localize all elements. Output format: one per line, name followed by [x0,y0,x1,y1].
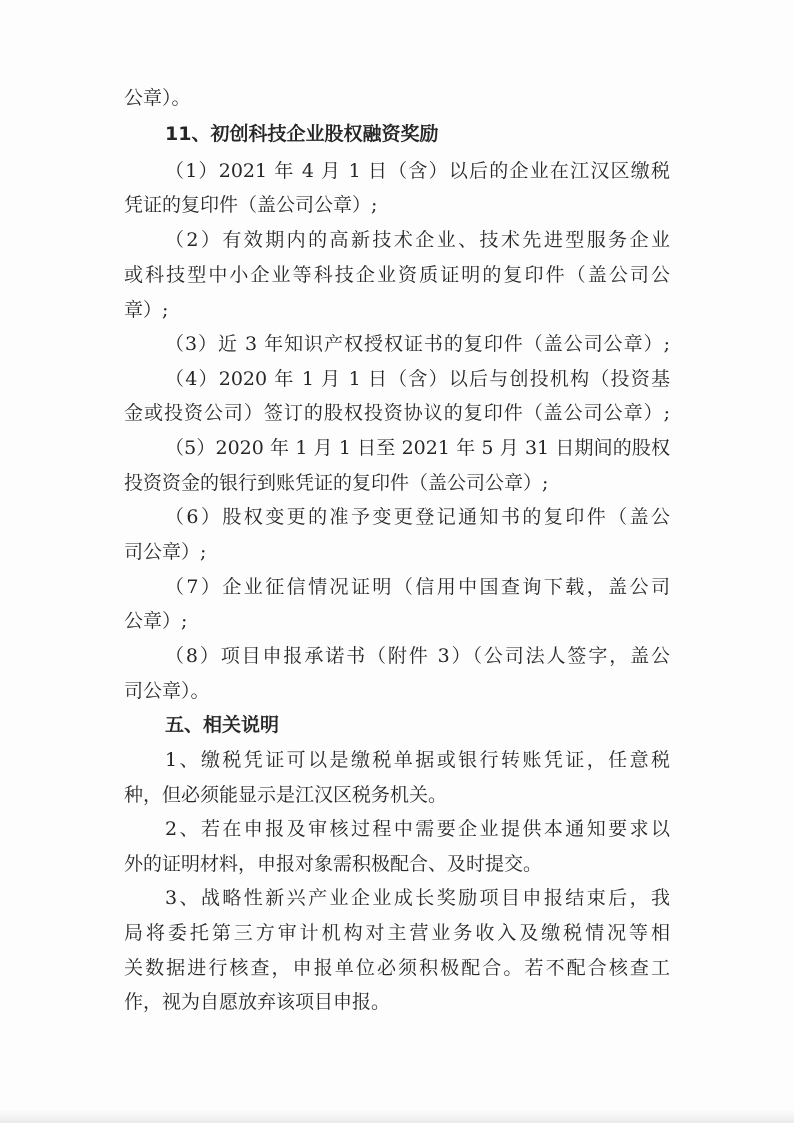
text-line: 关数据进行核查，申报单位必须积极配合。若不配合核查工 [124,957,670,979]
text-line: （4）2020 年 1 月 1 日（含）以后与创投机构（投资基 [165,368,670,390]
text-line: （2）有效期内的高新技术企业、技术先进型服务企业 [165,229,670,251]
text-line: 公章）; [124,610,188,632]
scan-edge [0,1108,794,1123]
text-line: （5）2020 年 1 月 1 日至 2021 年 5 月 31 日期间的股权 [165,437,670,459]
text-line: 司公章）; [124,541,207,563]
text-line: （1）2021 年 4 月 1 日（含）以后的企业在江汉区缴税 [165,160,670,182]
text-line: 3、战略性新兴产业企业成长奖励项目申报结束后，我 [165,887,670,909]
text-line: （6）股权变更的准予变更登记通知书的复印件（盖公 [165,506,670,528]
section-heading: 11、初创科技企业股权融资奖励 [165,123,439,145]
text-line: 2、若在申报及审核过程中需要企业提供本通知要求以 [165,818,670,840]
section-heading: 五、相关说明 [165,714,280,736]
text-line: （8）项目申报承诺书（附件 3）（公司法人签字，盖公 [165,645,670,667]
text-line: 章）; [124,299,169,321]
text-line: 司公章）。 [124,680,210,702]
text-line: 投资资金的银行到账凭证的复印件（盖公司公章）; [124,472,549,494]
text-line: 1、缴税凭证可以是缴税单据或银行转账凭证，任意税 [165,749,670,771]
text-line: 或科技型中小企业等科技企业资质证明的复印件（盖公司公 [124,264,670,286]
text-line: 作，视为自愿放弃该项目申报。 [124,991,391,1013]
text-line: 金或投资公司）签订的股权投资协议的复印件（盖公司公章）; [124,402,670,424]
text-line: （3）近 3 年知识产权授权证书的复印件（盖公司公章）; [165,333,670,355]
text-line: 公章）。 [124,87,191,109]
text-line: （7）企业征信情况证明（信用中国查询下载，盖公司 [165,576,670,598]
text-line: 外的证明材料，申报对象需积极配合、及时提交。 [124,853,543,875]
text-line: 局将委托第三方审计机构对主营业务收入及缴税情况等相 [124,922,670,944]
text-line: 种，但必须能显示是江汉区税务机关。 [124,784,448,806]
text-line: 凭证的复印件（盖公司公章）; [124,194,378,216]
